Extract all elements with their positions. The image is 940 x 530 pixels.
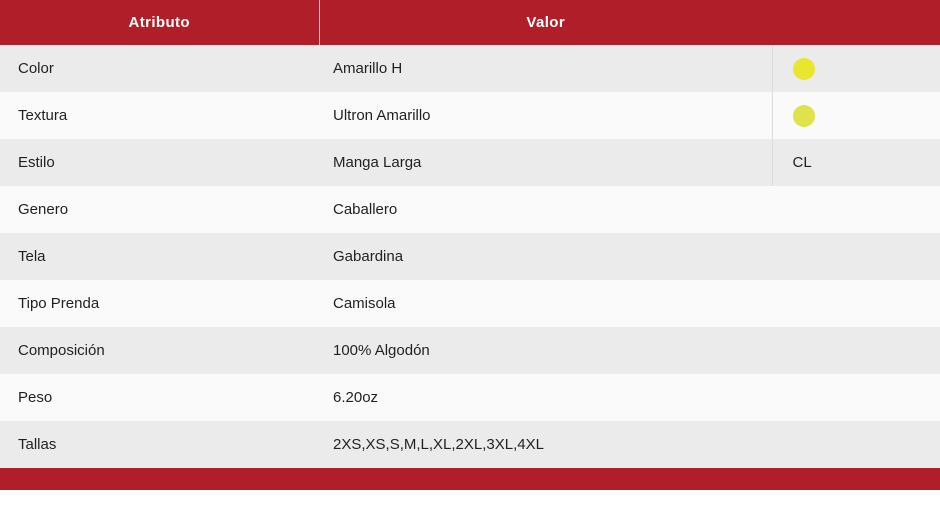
cell-attribute-extra bbox=[772, 45, 940, 92]
page-bottom-margin bbox=[0, 490, 940, 508]
color-swatch-ultron-amarillo bbox=[793, 105, 815, 127]
cell-attribute-extra bbox=[772, 92, 940, 139]
cell-attribute-value: Camisola bbox=[319, 280, 772, 327]
cell-attribute-extra bbox=[772, 280, 940, 327]
cell-attribute-name: Textura bbox=[0, 92, 319, 139]
cell-attribute-name: Tipo Prenda bbox=[0, 280, 319, 327]
cell-attribute-value: 2XS,XS,S,M,L,XL,2XL,3XL,4XL bbox=[319, 421, 772, 468]
table-row bbox=[0, 233, 940, 280]
cell-attribute-name: Genero bbox=[0, 186, 319, 233]
cell-attribute-extra bbox=[772, 139, 940, 186]
cell-attribute-extra bbox=[772, 374, 940, 421]
column-header-atributo: Atributo bbox=[0, 0, 319, 45]
table-row bbox=[0, 374, 940, 421]
cell-attribute-name: Tela bbox=[0, 233, 319, 280]
cell-extra-label: CL bbox=[792, 154, 812, 171]
table-row bbox=[0, 327, 940, 374]
column-header-valor: Valor bbox=[319, 0, 772, 45]
cell-attribute-value: Ultron Amarillo bbox=[319, 92, 772, 139]
cell-attribute-value: Manga Larga bbox=[319, 139, 772, 186]
cell-attribute-name: Peso bbox=[0, 374, 319, 421]
cell-attribute-name: Composición bbox=[0, 327, 319, 374]
table-header bbox=[0, 0, 940, 45]
cell-attribute-value: 100% Algodón bbox=[319, 327, 772, 374]
column-header-extra bbox=[772, 0, 940, 45]
cell-attribute-value: Amarillo H bbox=[319, 45, 772, 92]
table-body bbox=[0, 45, 940, 468]
table-row bbox=[0, 139, 940, 186]
cell-attribute-name: Tallas bbox=[0, 421, 319, 468]
cell-attribute-extra bbox=[772, 421, 940, 468]
cell-attribute-value: 6.20oz bbox=[319, 374, 772, 421]
cell-attribute-extra bbox=[772, 186, 940, 233]
color-swatch-amarillo-h bbox=[793, 58, 815, 80]
table-header-row bbox=[0, 0, 940, 45]
cell-attribute-extra bbox=[772, 327, 940, 374]
table-row bbox=[0, 186, 940, 233]
cell-attribute-extra bbox=[772, 233, 940, 280]
cell-attribute-value: Gabardina bbox=[319, 233, 772, 280]
cell-attribute-value: Caballero bbox=[319, 186, 772, 233]
table-row bbox=[0, 45, 940, 92]
table-footer-bar bbox=[0, 468, 940, 490]
table-row bbox=[0, 92, 940, 139]
table-row bbox=[0, 421, 940, 468]
table-row bbox=[0, 280, 940, 327]
cell-attribute-name: Color bbox=[0, 45, 319, 92]
cell-attribute-name: Estilo bbox=[0, 139, 319, 186]
